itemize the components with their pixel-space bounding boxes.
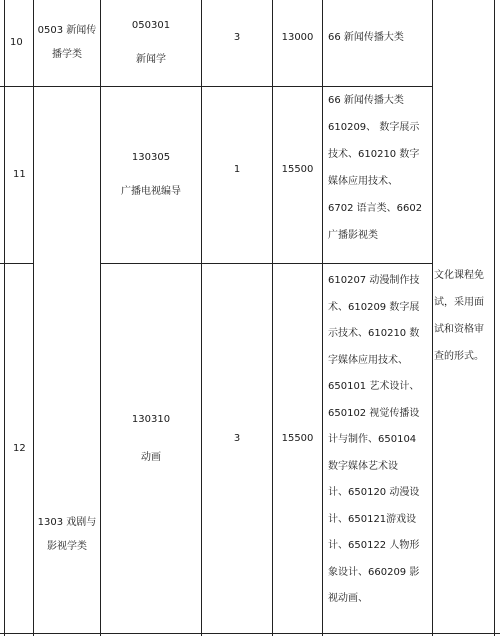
rule-col-requirement [432, 0, 433, 636]
rule-col-fee [322, 0, 323, 636]
row11-fee: 15500 [281, 164, 314, 175]
rule-bottom [0, 633, 500, 634]
row12-fee: 15500 [281, 433, 314, 444]
row10-index: 10 [10, 37, 23, 48]
row10-category: 0503 新闻传 播学类 [37, 25, 97, 60]
row12-requirement: 610207 动漫制作技 术、610209 数字展 示技术、610210 数 字媒体应用技术、 650101 艺术设计、 650102 视觉传播设 计与制作、650104 数字媒体艺术设 计、650120 动漫设 计、650121游戏设 计、650122 人物形 象设计、660209 影 视动画、 [328, 275, 420, 604]
row10-requirement: 66 新闻传播大类 [328, 32, 404, 43]
merged-category: 1303 戏剧与 影视学类 [37, 517, 97, 552]
row12-count: 3 [233, 433, 241, 444]
row10-fee: 13000 [281, 32, 314, 43]
row10-count: 3 [233, 32, 241, 43]
exam-note: 文化课程免 试，采用面 试和资格审 查的形式。 [434, 270, 484, 362]
row10-code-major: 050301 新闻学 [131, 20, 171, 65]
row11-requirement: 66 新闻传播大类 610209、 数字展示 技术、610210 数字 媒体应用技术、 6702 语言类、6602 广播影视类 [328, 95, 423, 241]
row11-index: 11 [13, 169, 26, 180]
row11-code-major: 130305 广播电视编导 [121, 152, 181, 197]
row12-code-major: 130310 动画 [131, 414, 171, 463]
row12-index: 12 [13, 442, 26, 454]
row11-count: 1 [233, 164, 241, 175]
